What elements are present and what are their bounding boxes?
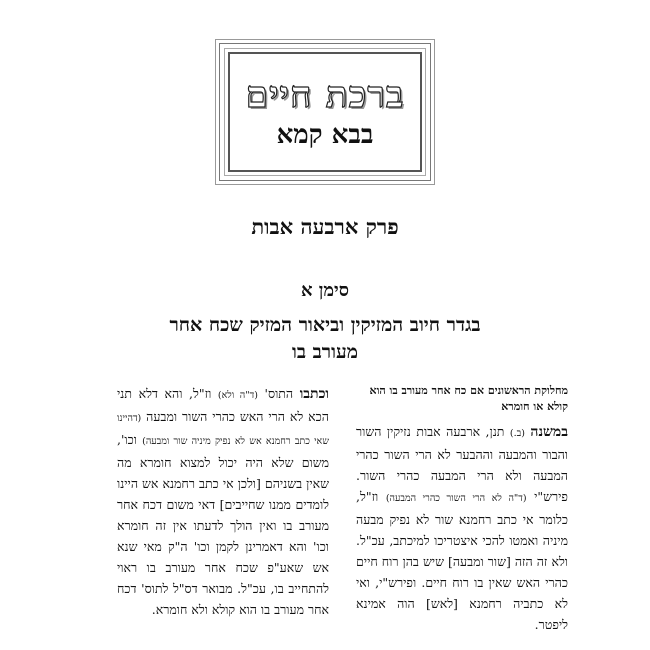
reference: (ב.) [509, 428, 525, 439]
title-frame [219, 43, 431, 181]
side-note: מחלוקת הראשונים אם כח אחר מעורב בו הוא קולא או חומרא [369, 384, 568, 413]
right-column [356, 383, 568, 635]
book-title: ברכת חיים [245, 74, 405, 116]
lead-word: וכתבו [299, 386, 329, 402]
tractate-title: בבא קמא [276, 120, 374, 150]
reference: (ד"ה ולא) [217, 390, 258, 401]
body-text: וז"ל, והא דלא תני הכא לא הרי האש כהרי השור ומבעה [117, 386, 329, 424]
right-column-text [356, 421, 568, 635]
body-text: תנן, ארבעה אבות נזיקין השור והבור והמבעה וההבער לא הרי השור כהרי המבעה ולא הרי המבעה כהרי השור. פירש"י [356, 424, 568, 504]
reference: (ד"ה לא הרי השור כהרי המבעה) [385, 493, 527, 504]
section-number: סימן א [300, 280, 350, 301]
reference: (דהיינו שאי כתב רחמנא אש לא נפיק מיניה שור ומבעה) [117, 413, 329, 447]
left-column [117, 383, 329, 620]
section-heading: בגדר חיוב המזיקין וביאור המזיק שכח אחר מעורב בו [169, 314, 481, 363]
body-text: וז"ל, כלומר אי כתב רחמנא שור לא נפיק מבעה מיניה ואמטו להכי איצטריכו למיכתב, עכ"ל. ולא זה הזה [שור ומבעה] שיש בהן רוח חיים כהרי האש שאין בו רוח חיים. ופירש"י, ואי לא כתביה רחמנא [לאש] הוה אמינא ליפטר. [356, 489, 568, 632]
body-text: וכו', משום שלא היה יכול למצוא חומרא מה שאין בשניהם [ולכן אי כתב רחמנא אש היינו לומדים ממנו שחייבים] דאי משום דכח אחר מעורב בו ואין הולך לדעתו אין זה חומרא וכו' והא דאמרינן לקמן וכו' ה"ק מאי שנא אש שאע"פ שכח אחר מעורב בו ראוי להתחייב בו, עכ"ל. מבואר דס"ל לתוס' דכח אחר מעורב בו הוא קולא ולא חומרא. [117, 432, 329, 617]
lead-word: במשנה [530, 424, 568, 440]
title-inner-frame [228, 52, 422, 172]
left-column-text [117, 383, 329, 620]
body-text: התוס' [264, 386, 294, 401]
chapter-title: פרק ארבעה אבות [251, 214, 399, 239]
